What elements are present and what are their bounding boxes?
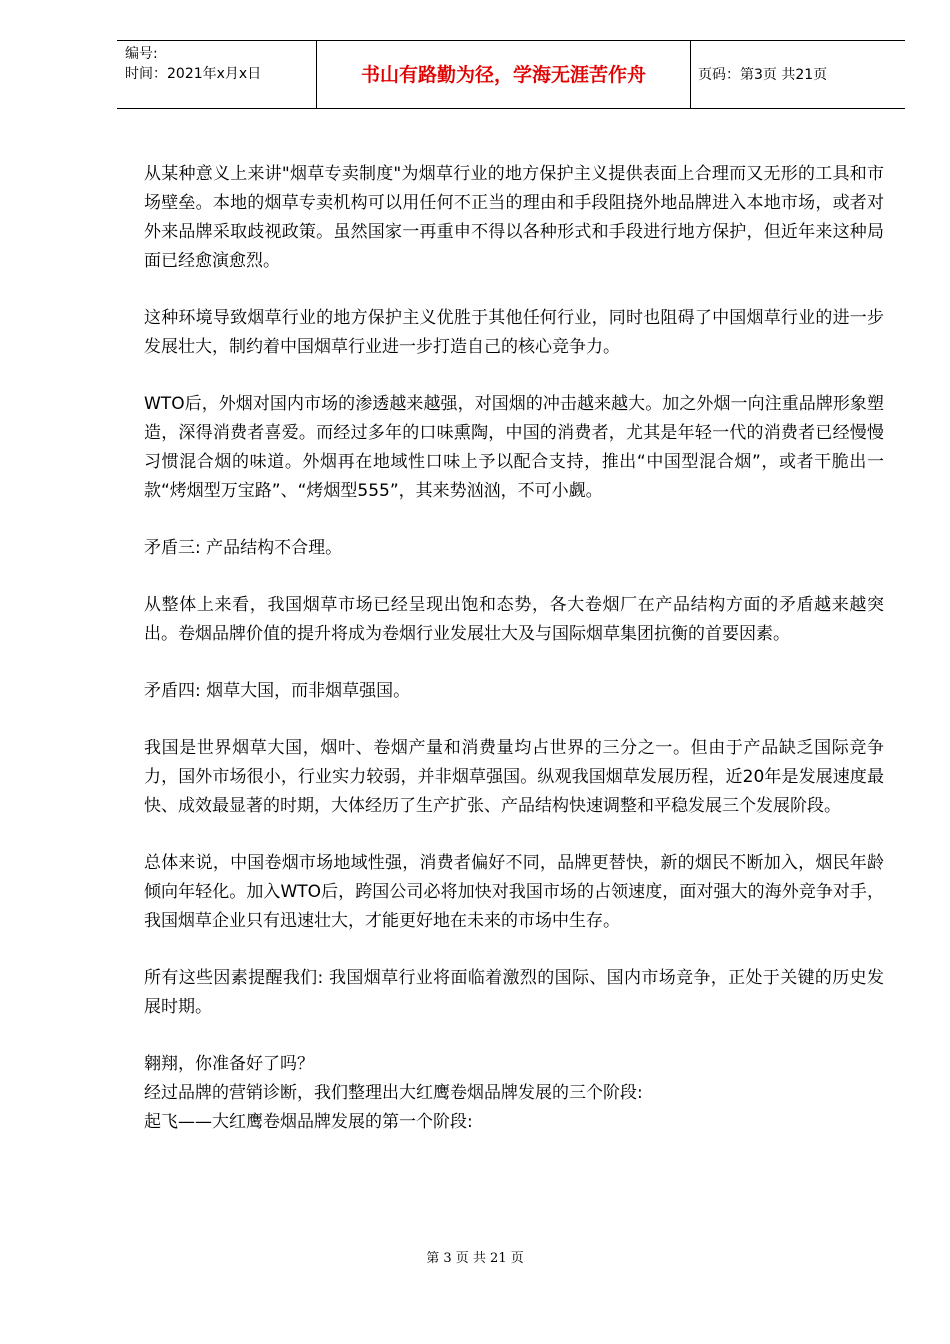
section-heading: 矛盾三: 产品结构不合理。 xyxy=(144,538,343,558)
closing-line: 起飞——大红鹰卷烟品牌发展的第一个阶段: xyxy=(144,1112,473,1132)
body-paragraph: 这种环境导致烟草行业的地方保护主义优胜于其他任何行业，同时也阻碍了中国烟草行业的进一步发展壮大，制约着中国烟草行业进一步打造自己的核心竞争力。 xyxy=(144,308,884,357)
closing-line: 经过品牌的营销诊断，我们整理出大红鹰卷烟品牌发展的三个阶段: xyxy=(144,1083,643,1103)
header-motto: 书山有路勤为径，学海无涯苦作舟 xyxy=(360,64,646,86)
page-header xyxy=(117,40,905,109)
header-motto-cell xyxy=(316,41,691,108)
closing-line: 翱翔，你准备好了吗？ xyxy=(144,1054,314,1074)
body-paragraph: 总体来说，中国卷烟市场地域性强，消费者偏好不同，品牌更替快，新的烟民不断加入，烟民年龄倾向年轻化。加入WTO后，跨国公司必将加快对我国市场的占领速度，面对强大的海外竞争对手，我国烟草企业只有迅速壮大，才能更好地在未来的市场中生存。 xyxy=(144,853,884,931)
page-footer: 第 3 页 共 21 页 xyxy=(426,1251,524,1266)
header-page-cell xyxy=(690,41,905,108)
section-heading: 矛盾四: 烟草大国，而非烟草强国。 xyxy=(144,681,411,701)
body-paragraph: 所有这些因素提醒我们: 我国烟草行业将面临着激烈的国际、国内市场竞争，正处于关键的历史发展时期。 xyxy=(144,968,884,1017)
header-meta-cell xyxy=(117,41,316,108)
body-paragraph: WTO后，外烟对国内市场的渗透越来越强，对国烟的冲击越来越大。加之外烟一向注重品牌形象塑造，深得消费者喜爱。而经过多年的口味熏陶，中国的消费者，尤其是年轻一代的消费者已经慢慢习惯混合烟的味道。外烟再在地域性口味上予以配合支持，推出“中国型混合烟”，或者干脆出一款“烤烟型万宝路”、“烤烟型555”，其来势汹汹，不可小觑。 xyxy=(144,394,884,501)
header-page-number: 页码：第3页 共21页 xyxy=(698,67,828,83)
document-number-label: 编号: xyxy=(125,46,158,62)
body-paragraph: 从某种意义上来讲"烟草专卖制度"为烟草行业的地方保护主义提供表面上合理而又无形的工具和市场壁垒。本地的烟草专卖机构可以用任何不正当的理由和手段阻挠外地品牌进入本地市场，或者对外来品牌采取歧视政策。虽然国家一再重申不得以各种形式和手段进行地方保护，但近年来这种局面已经愈演愈烈。 xyxy=(144,164,884,271)
body-paragraph: 我国是世界烟草大国，烟叶、卷烟产量和消费量均占世界的三分之一。但由于产品缺乏国际竞争力，国外市场很小，行业实力较弱，并非烟草强国。纵观我国烟草发展历程，近20年是发展速度最快、成效最显著的时期，大体经历了生产扩张、产品结构快速调整和平稳发展三个发展阶段。 xyxy=(144,738,884,816)
document-body xyxy=(144,160,884,1137)
body-paragraph: 从整体上来看，我国烟草市场已经呈现出饱和态势，各大卷烟厂在产品结构方面的矛盾越来越突出。卷烟品牌价值的提升将成为卷烟行业发展壮大及与国际烟草集团抗衡的首要因素。 xyxy=(144,595,884,644)
document-time-label: 时间：2021年x月x日 xyxy=(125,66,262,82)
